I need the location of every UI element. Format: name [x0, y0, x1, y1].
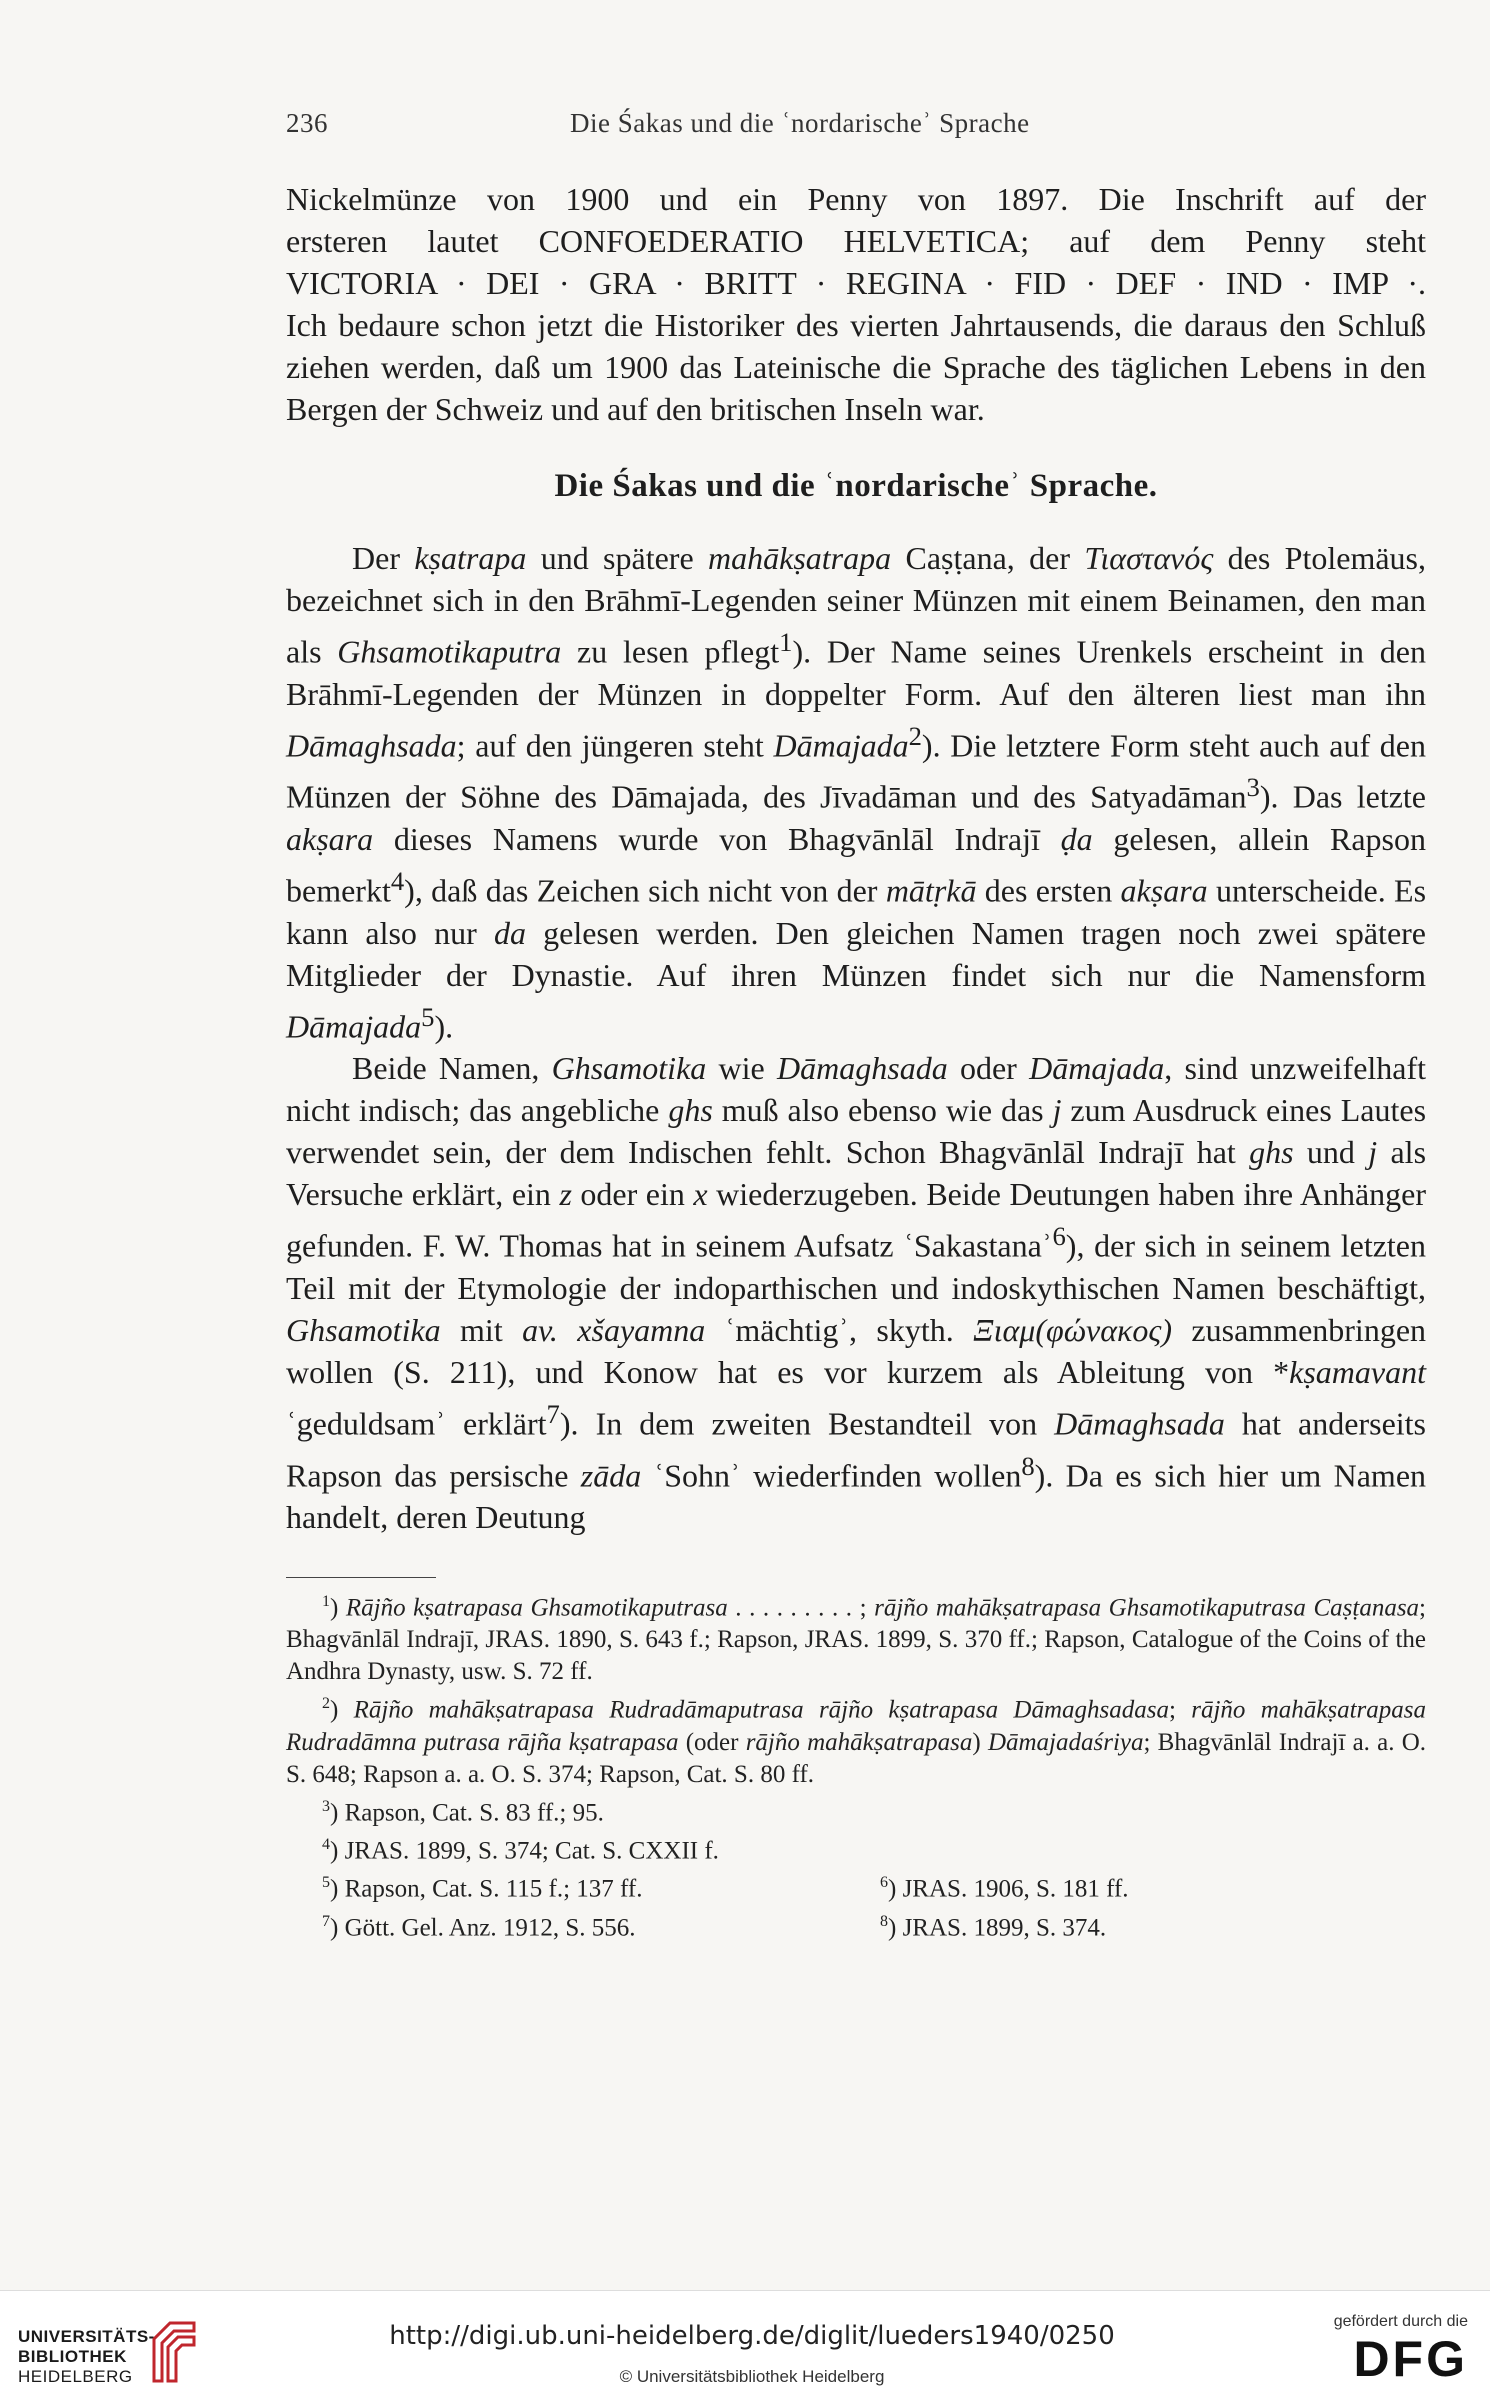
italic-term: Dāmaghsada — [1054, 1405, 1225, 1442]
italic-term: ghs — [1249, 1134, 1294, 1171]
italic-term: x — [693, 1176, 708, 1213]
text-run: JRAS. 1899, S. 374; Cat. S. CXXII f. — [344, 1837, 719, 1865]
footnote-ref[interactable]: 5 — [421, 1001, 435, 1032]
text-run: . . . . . . . . . ; — [727, 1594, 875, 1622]
text-run: mit — [440, 1311, 523, 1348]
intro-line: Ich bedaure schon jetzt die Historiker des vierten Jahrtausends, die daraus den Schluß ziehen werden, daß um 1900 das Lateinische die Sprache des täglichen Lebens in den Bergen der Schweiz und auf den britischen Inseln war. — [286, 307, 1426, 427]
funder-note: gefördert durch die — [1333, 2313, 1468, 2330]
italic-term: ghs — [668, 1092, 713, 1129]
intro-line: Nickelmünze von 1900 und ein Penny von 1897. Die Inschrift auf der — [286, 181, 1426, 217]
text-run: und spätere — [526, 540, 709, 576]
source-url-link[interactable]: http://digi.ub.uni-heidelberg.de/diglit/lueders1940/0250 — [389, 2321, 1115, 2351]
library-name-line1: UNIVERSITÄTS- — [18, 2327, 155, 2346]
footnotes — [286, 1586, 1426, 1944]
text-run: des Ptolemäus, bezeichnet sich in den Brāhmī-Legenden seiner Münzen mit einem Beinamen, den man als — [286, 540, 1426, 670]
footnote-divider — [286, 1577, 436, 1578]
footnote-ref[interactable]: 1 — [779, 627, 793, 657]
italic-term: Ξιαμ(φώνακος) — [973, 1311, 1173, 1348]
text-run: ), daß das Zeichen sich nicht von der — [404, 872, 886, 909]
italic-term: Rājño kṣatrapasa Ghsamotikaputrasa — [345, 1594, 728, 1622]
footnote-ref[interactable]: 3 — [1246, 772, 1260, 803]
italic-term: rājño mahākṣatrapasa — [745, 1728, 973, 1756]
italic-term: Ghsamotika — [286, 1311, 441, 1348]
italic-term: Τιαστανός — [1084, 540, 1214, 576]
text-run: Der — [352, 540, 415, 576]
text-run: dieses Namens wurde von Bhagvānlāl Indrajī — [373, 820, 1061, 857]
text-run: Caṣṭana, der — [891, 540, 1085, 576]
text-run: unterscheide. Es kann also nur — [286, 872, 1427, 951]
text-run: Gött. Gel. Anz. 1912, S. 556. — [344, 1913, 636, 1941]
funder-name: DFG — [1353, 2331, 1468, 2387]
text-run: ; — [1169, 1696, 1192, 1724]
text-run: ). Da es sich hier um Namen handelt, deren Deutung — [286, 1457, 1427, 1536]
footnote-3: $^3$) Rapson, Cat. S. 83 ff.; 95. — [322, 1797, 604, 1826]
footnote-mark: 5 — [322, 1874, 330, 1892]
italic-term: kṣatrapa — [414, 540, 527, 576]
italic-term: Dāmajada — [773, 727, 909, 764]
text-run: zusammenbringen wollen (S. 211), und Konow hat es vor kurzem als Ableitung von * — [286, 1311, 1427, 1390]
footnote-ref[interactable]: 7 — [546, 1398, 560, 1429]
text-run: ). — [434, 1008, 454, 1045]
footnote-ref[interactable]: 4 — [390, 865, 405, 896]
intro-line: ersteren lautet CONFOEDERATIO HELVETICA; auf dem Penny steht — [286, 223, 1426, 259]
text-run: (oder — [678, 1728, 746, 1756]
italic-term: Dāmaghsada — [286, 727, 457, 764]
footnote-2: $^2$) Rājño mahākṣatrapasa Rudradāmaputrasa rājño kṣatrapasa Dāmaghsadasa; rājño mahākṣatrapasa Rudradāmna putrasa rājña kṣatrapasa (oder rājño mahākṣatrapasa) Dāmajadaśriya; Bhagvānlāl Indrajī a. a. O. S. 648; Rapson a. a. O. S. 374; Rapson, Cat. S. 80 ff. — [286, 1695, 1427, 1788]
footnote-4: $^4$) JRAS. 1899, S. 374; Cat. S. CXXII f. — [322, 1835, 719, 1865]
italic-term: av. xšayamna — [522, 1311, 706, 1348]
text-run: und — [1293, 1134, 1369, 1171]
italic-term: j — [1052, 1092, 1062, 1129]
italic-term: Ghsamotikaputra — [337, 633, 562, 670]
text-run: oder — [947, 1050, 1030, 1087]
text-run: ). In dem zweiten Bestandteil von — [559, 1405, 1055, 1442]
library-name-line2: BIBLIOTHEK — [18, 2347, 127, 2366]
text-run: JRAS. 1906, S. 181 ff. — [902, 1875, 1129, 1903]
italic-term: mahākṣatrapa — [708, 540, 892, 576]
text-run: ʿSohnʾ wiederfinden wollen — [641, 1457, 1022, 1494]
text-run: Beide Namen, — [352, 1050, 552, 1087]
text-run: des ersten — [976, 872, 1121, 909]
text-run: ; auf den jüngeren steht — [456, 727, 774, 764]
italic-term: da — [493, 914, 526, 951]
italic-term: ḍa — [1060, 820, 1093, 857]
text-run: ). Der Name seines Urenkels erscheint in den Brāhmī-Legenden der Münzen in doppelter Form. Auf den älteren liest man ihn — [286, 633, 1427, 712]
text-run: zu lesen pflegt — [561, 633, 780, 670]
text-run: muß also ebenso wie das — [712, 1092, 1053, 1129]
page-number: 236 — [286, 108, 328, 138]
footnote-mark: 4 — [322, 1835, 330, 1853]
footnote-row-5-6 — [286, 1867, 1426, 1905]
italic-term: zāda — [580, 1457, 642, 1494]
italic-term: z — [559, 1176, 572, 1213]
text-run: wiederzugeben. Beide Deutungen haben ihre Anhänger gefunden. F. W. Thomas hat in seinem Aufsatz ʿSakastanaʾ — [286, 1176, 1427, 1264]
italic-term: Dāmajadaśriya — [987, 1728, 1144, 1756]
italic-term: akṣara — [286, 820, 374, 857]
footnote-mark: 7 — [322, 1912, 330, 1930]
italic-term: rājño mahākṣatrapasa Ghsamotikaputrasa Caṣṭanasa — [874, 1594, 1420, 1622]
text-run: ʿgeduldsamʾ erklärt — [286, 1405, 547, 1442]
text-run: ; Bhagvānlāl Indrajī a. a. O. S. 648; Rapson a. a. O. S. 374; Rapson, Cat. S. 80 ff. — [286, 1728, 1427, 1788]
text-run: ʿmächtigʾ, skyth. — [705, 1311, 974, 1348]
text-run: gelesen, allein Rapson bemerkt — [286, 820, 1427, 909]
footnote-mark: 6 — [880, 1874, 888, 1892]
text-run: ; Bhagvānlāl Indrajī, JRAS. 1890, S. 643 f.; Rapson, JRAS. 1899, S. 370 ff.; Rapson, Catalogue of the Coins of the Andhra Dynasty, usw. S. 72 ff. — [286, 1594, 1426, 1686]
footnote-mark: 1 — [322, 1593, 330, 1610]
text-run: ) — [972, 1728, 988, 1756]
funder-logo — [1334, 2313, 1468, 2385]
library-emblem-icon — [150, 2319, 198, 2383]
italic-term: rājño mahākṣatrapasa Rudradāmna putrasa rājña kṣatrapasa — [286, 1696, 1426, 1756]
copyright-notice: © Universitätsbibliothek Heidelberg — [619, 2367, 885, 2386]
text-run: ). Das letzte — [1259, 778, 1427, 815]
body-text — [286, 178, 1426, 1538]
footnote-1: $^1$) Rājño kṣatrapasa Ghsamotikaputrasa . . . . . . . . . ; rājño mahākṣatrapasa Ghsamotikaputrasa Caṣṭanasa; Bhagvānlāl Indrajī, JRAS. 1890, S. 643 f.; Rapson, JRAS. 1899, S. 370 ff.; Rapson, Catalogue of the Coins of the Andhra Dynasty, usw. S. 72 ff. — [286, 1593, 1426, 1686]
text-run: als Versuche erklärt, ein — [286, 1134, 1427, 1213]
section-title: Die Śakas und die ʿnordarischeʾ Sprache. — [554, 468, 1158, 504]
italic-term: mātṛkā — [885, 872, 977, 909]
paragraph-2 — [286, 1047, 1426, 1538]
footnote-5: $^5$) Rapson, Cat. S. 115 f.; 137 ff. — [322, 1874, 643, 1903]
footnote-mark: 3 — [322, 1797, 330, 1815]
italic-term: Rājño mahākṣatrapasa Rudradāmaputrasa rājño kṣatrapasa Dāmaghsadasa — [353, 1696, 1169, 1724]
text-run: JRAS. 1899, S. 374. — [902, 1913, 1107, 1941]
italic-term: Dāmajada — [1029, 1050, 1165, 1087]
digitization-footer — [0, 2290, 1490, 2406]
text-run: Rapson, Cat. S. 83 ff.; 95. — [344, 1798, 604, 1826]
text-run: zum Ausdruck eines Lautes verwendet sein, der dem Indischen fehlt. Schon Bhagvānlāl Indrajī hat — [286, 1092, 1427, 1171]
italic-term: Dāmaghsada — [777, 1050, 948, 1087]
text-run: ), der sich in seinem letzten Teil mit der Etymologie der indoparthischen und indoskythischen Namen beschäftigt, — [286, 1227, 1427, 1306]
footnote-6: $^6$) JRAS. 1906, S. 181 ff. — [880, 1874, 1129, 1903]
text-run: , sind unzweifelhaft nicht indisch; das angebliche — [286, 1050, 1427, 1129]
italic-term: j — [1368, 1134, 1378, 1171]
italic-term: kṣamavant — [1289, 1353, 1426, 1390]
footnote-ref[interactable]: 6 — [1052, 1221, 1066, 1252]
library-logo — [18, 2327, 155, 2387]
intro-line: VICTORIA · DEI · GRA · BRITT · REGINA · FID · DEF · IND · IMP ·. — [286, 265, 1426, 301]
footnote-7: $^7$) Gött. Gel. Anz. 1912, S. 556. — [322, 1912, 636, 1941]
footnote-row-7-8 — [286, 1906, 1426, 1944]
library-name-line3: HEIDELBERG — [18, 2367, 133, 2386]
text-run: oder ein — [571, 1176, 694, 1213]
text-run: Rapson, Cat. S. 115 f.; 137 ff. — [344, 1875, 643, 1903]
running-title: Die Śakas und die ʿnordarischeʾ Sprache — [570, 108, 1030, 138]
paragraph-1 — [286, 537, 1426, 1047]
footnote-ref[interactable]: 2 — [908, 720, 922, 751]
footnote-mark: 8 — [880, 1912, 888, 1930]
text-run: ). Die letztere Form steht auch auf den Münzen der Söhne des Dāmajada, des Jīvadāman und des Satyadāman — [286, 727, 1427, 815]
footnote-8: $^8$) JRAS. 1899, S. 374. — [880, 1912, 1107, 1941]
text-run: gelesen werden. Den gleichen Namen tragen noch zwei spätere Mitglieder der Dynastie. Auf ihren Münzen findet sich nur die Namensform — [286, 914, 1426, 993]
text-run: wie — [706, 1050, 778, 1087]
text-run: hat anderseits Rapson das persische — [286, 1405, 1427, 1494]
italic-term: Ghsamotika — [551, 1050, 707, 1087]
footnote-mark: 2 — [322, 1695, 330, 1713]
footnote-ref[interactable]: 8 — [1021, 1450, 1035, 1481]
italic-term: akṣara — [1120, 872, 1208, 909]
italic-term: Dāmajada — [286, 1008, 422, 1045]
